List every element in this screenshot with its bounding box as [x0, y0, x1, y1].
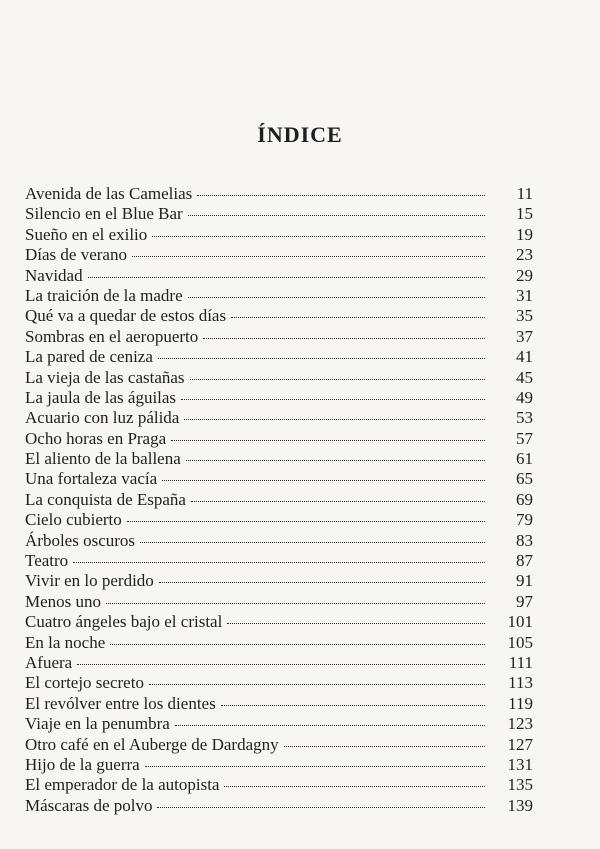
toc-entry-title: Acuario con luz pálida	[25, 408, 180, 428]
toc-entry-page-number: 11	[516, 184, 533, 203]
toc-entry-title: La conquista de España	[25, 489, 186, 509]
dot-leader	[110, 644, 485, 645]
toc-entry-title: La jaula de las águilas	[25, 387, 177, 407]
toc-entry-page-number: 31	[516, 285, 533, 305]
dot-leader	[132, 256, 485, 257]
toc-entry-page-number: 139	[507, 795, 533, 815]
dot-leader	[188, 215, 485, 216]
toc-entry-title: Otro café en el Auberge de Dardagny	[25, 734, 279, 754]
toc-entry-title: Menos uno	[25, 591, 102, 611]
dot-leader	[73, 562, 485, 563]
toc-entry	[25, 469, 533, 489]
toc-entry	[25, 225, 533, 245]
toc-entry-title: Máscaras de polvo	[25, 795, 153, 815]
toc-entry-title: En la noche	[25, 632, 106, 652]
toc-entry-title: El emperador de la autopista	[25, 775, 220, 795]
toc-entry-title: Vivir en lo perdido	[25, 571, 154, 591]
toc-entry-page-number: 113	[508, 673, 533, 693]
dot-leader	[77, 664, 485, 665]
toc-entry	[25, 653, 533, 673]
toc-entry	[25, 204, 533, 224]
toc-entry-page-number: 45	[516, 367, 533, 387]
toc-entry-title: Hijo de la guerra	[25, 754, 140, 774]
toc-entry	[25, 775, 533, 795]
dot-leader	[284, 746, 485, 747]
toc-entry	[25, 531, 533, 551]
toc-entry	[25, 592, 533, 612]
toc-entry-page-number: 119	[508, 693, 533, 713]
toc-entry	[25, 694, 533, 714]
toc-entry	[25, 796, 533, 816]
dot-leader	[157, 807, 485, 808]
toc-entry-page-number: 41	[516, 347, 533, 367]
dot-leader	[88, 277, 485, 278]
toc-entry	[25, 571, 533, 591]
toc-entry-title: Qué va a quedar de estos días	[25, 306, 227, 326]
toc-entry-title: Días de verano	[25, 245, 127, 265]
toc-entry-page-number: 53	[516, 408, 533, 428]
dot-leader	[127, 521, 485, 522]
toc-entry-title: Afuera	[25, 652, 73, 672]
dot-leader	[227, 623, 485, 624]
dot-leader	[175, 725, 485, 726]
toc-entry-title: Teatro	[25, 551, 69, 571]
toc-entry	[25, 266, 533, 286]
toc-entry-title: Avenida de las Camelias	[25, 184, 193, 203]
toc-entry-page-number: 123	[507, 714, 533, 734]
toc-entry	[25, 633, 533, 653]
dot-leader	[188, 297, 485, 298]
toc-entry	[25, 551, 533, 571]
dot-leader	[106, 603, 485, 604]
toc-entry	[25, 347, 533, 367]
toc-entry-page-number: 15	[516, 204, 533, 224]
toc-entry-title: Cielo cubierto	[25, 510, 122, 530]
toc-entry	[25, 490, 533, 510]
toc-entry	[25, 368, 533, 388]
toc-entry	[25, 429, 533, 449]
toc-entry-title: El aliento de la ballena	[25, 449, 181, 469]
toc-entry-title: La vieja de las castañas	[25, 367, 185, 387]
toc-entry-page-number: 91	[516, 571, 533, 591]
toc-entry-title: El revólver entre los dientes	[25, 693, 216, 713]
toc-entry-page-number: 37	[516, 326, 533, 346]
toc-entry-title: Árboles oscuros	[25, 530, 136, 550]
toc-entry-title: Navidad	[25, 265, 83, 285]
toc-entry-page-number: 131	[507, 754, 533, 774]
table-of-contents	[25, 184, 533, 816]
toc-entry-page-number: 79	[516, 510, 533, 530]
toc-entry	[25, 714, 533, 734]
toc-entry	[25, 755, 533, 775]
toc-entry-page-number: 69	[516, 489, 533, 509]
toc-entry-page-number: 29	[516, 265, 533, 285]
dot-leader	[145, 766, 485, 767]
dot-leader	[152, 236, 485, 237]
dot-leader	[224, 786, 485, 787]
toc-entry-title: Sombras en el aeropuerto	[25, 326, 199, 346]
dot-leader	[190, 379, 485, 380]
toc-entry-page-number: 65	[516, 469, 533, 489]
dot-leader	[186, 460, 485, 461]
toc-entry-page-number: 101	[507, 612, 533, 632]
toc-entry-page-number: 127	[507, 734, 533, 754]
dot-leader	[203, 338, 485, 339]
toc-entry-page-number: 35	[516, 306, 533, 326]
toc-entry	[25, 673, 533, 693]
dot-leader	[158, 358, 485, 359]
toc-entry	[25, 245, 533, 265]
toc-entry-title: Silencio en el Blue Bar	[25, 204, 183, 224]
toc-entry-title: El cortejo secreto	[25, 673, 144, 693]
toc-entry-title: Cuatro ángeles bajo el cristal	[25, 612, 223, 632]
toc-entry	[25, 735, 533, 755]
dot-leader	[184, 419, 485, 420]
toc-entry	[25, 408, 533, 428]
toc-entry	[25, 184, 533, 204]
dot-leader	[221, 705, 485, 706]
toc-entry-title: Ocho horas en Praga	[25, 428, 167, 448]
toc-entry-title: Sueño en el exilio	[25, 224, 148, 244]
toc-entry-page-number: 61	[516, 449, 533, 469]
toc-entry-page-number: 19	[516, 224, 533, 244]
dot-leader	[140, 542, 485, 543]
dot-leader	[149, 684, 485, 685]
dot-leader	[159, 582, 485, 583]
toc-entry	[25, 306, 533, 326]
toc-entry	[25, 286, 533, 306]
toc-entry	[25, 388, 533, 408]
toc-entry-page-number: 87	[516, 551, 533, 571]
toc-entry-page-number: 83	[516, 530, 533, 550]
toc-entry-title: La traición de la madre	[25, 285, 183, 305]
toc-entry-page-number: 97	[516, 591, 533, 611]
toc-entry-page-number: 57	[516, 428, 533, 448]
dot-leader	[162, 480, 485, 481]
toc-entry-page-number: 49	[516, 387, 533, 407]
toc-entry-page-number: 23	[516, 245, 533, 265]
dot-leader	[231, 317, 485, 318]
toc-entry	[25, 612, 533, 632]
toc-entry	[25, 449, 533, 469]
dot-leader	[171, 440, 485, 441]
dot-leader	[191, 501, 485, 502]
toc-entry-title: Una fortaleza vacía	[25, 469, 158, 489]
toc-entry-page-number: 135	[507, 775, 533, 795]
toc-entry	[25, 510, 533, 530]
dot-leader	[197, 195, 485, 196]
toc-entry-title: Viaje en la penumbra	[25, 714, 170, 734]
page-title: ÍNDICE	[257, 122, 343, 147]
dot-leader	[181, 399, 485, 400]
toc-entry	[25, 327, 533, 347]
toc-entry-page-number: 111	[508, 652, 533, 672]
toc-entry-page-number: 105	[507, 632, 533, 652]
toc-entry-title: La pared de ceniza	[25, 347, 153, 367]
